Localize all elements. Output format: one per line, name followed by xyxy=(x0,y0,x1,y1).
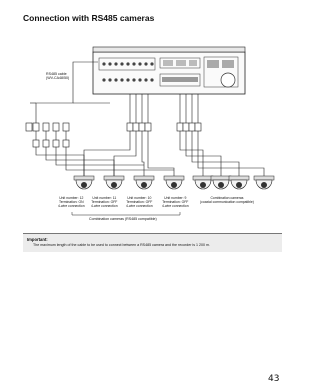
camera-icon xyxy=(164,176,184,189)
cable-label-line: RS485 cable xyxy=(46,72,67,76)
camera-icon xyxy=(254,176,274,189)
camera-label-line: Combination cameras xyxy=(210,196,244,200)
bnc-connectors xyxy=(127,123,201,131)
important-note xyxy=(23,233,282,252)
important-text: The maximum length of the cable to be used to connect between a RS485 camera and the recorder is 1 200 m. xyxy=(33,243,210,247)
page-number: 43 xyxy=(268,374,280,384)
camera-label-line: 4-wire connection xyxy=(126,204,153,209)
camera-label-line: Unit number: 12 xyxy=(59,196,84,200)
camera-icon xyxy=(229,176,249,189)
camera-label-line: Termination: OFF xyxy=(162,200,189,205)
camera-label-line: Unit number: 11 xyxy=(92,196,117,200)
camera-label-line: Termination: OFF xyxy=(91,200,118,205)
camera-label-line: Termination: OFF xyxy=(126,200,153,205)
camera-label xyxy=(126,196,153,208)
camera-icon xyxy=(134,176,154,189)
group-bracket xyxy=(72,212,180,215)
camera-label-line: Unit number: 9 xyxy=(164,196,187,200)
camera-label xyxy=(200,196,254,204)
camera-icon xyxy=(193,176,213,189)
rs485-terminal-blocks xyxy=(26,123,69,147)
camera-label-line: 4-wire connection xyxy=(162,204,189,209)
camera-label xyxy=(58,196,85,208)
camera-label-line: Unit number: 10 xyxy=(127,196,152,200)
cable-label-line: (WV-CA48/50) xyxy=(46,76,70,81)
camera-label-line: (coaxial communication compatible) xyxy=(200,200,254,205)
important-title: Important: xyxy=(27,237,48,242)
camera-label xyxy=(91,196,118,208)
camera-label-line: 4-wire connection xyxy=(91,204,118,209)
group-label: Combination cameras (RS485 compatible) xyxy=(89,217,157,221)
page-title: Connection with RS485 cameras xyxy=(23,13,155,23)
camera-label xyxy=(162,196,189,208)
camera-icon xyxy=(211,176,231,189)
camera-label-line: 4-wire connection xyxy=(58,204,85,209)
camera-icon xyxy=(104,176,124,189)
recorder-rear-panel xyxy=(93,47,245,94)
camera-icon xyxy=(74,176,94,189)
camera-label-line: Termination: ON xyxy=(59,200,84,205)
dome-cameras xyxy=(74,176,274,189)
